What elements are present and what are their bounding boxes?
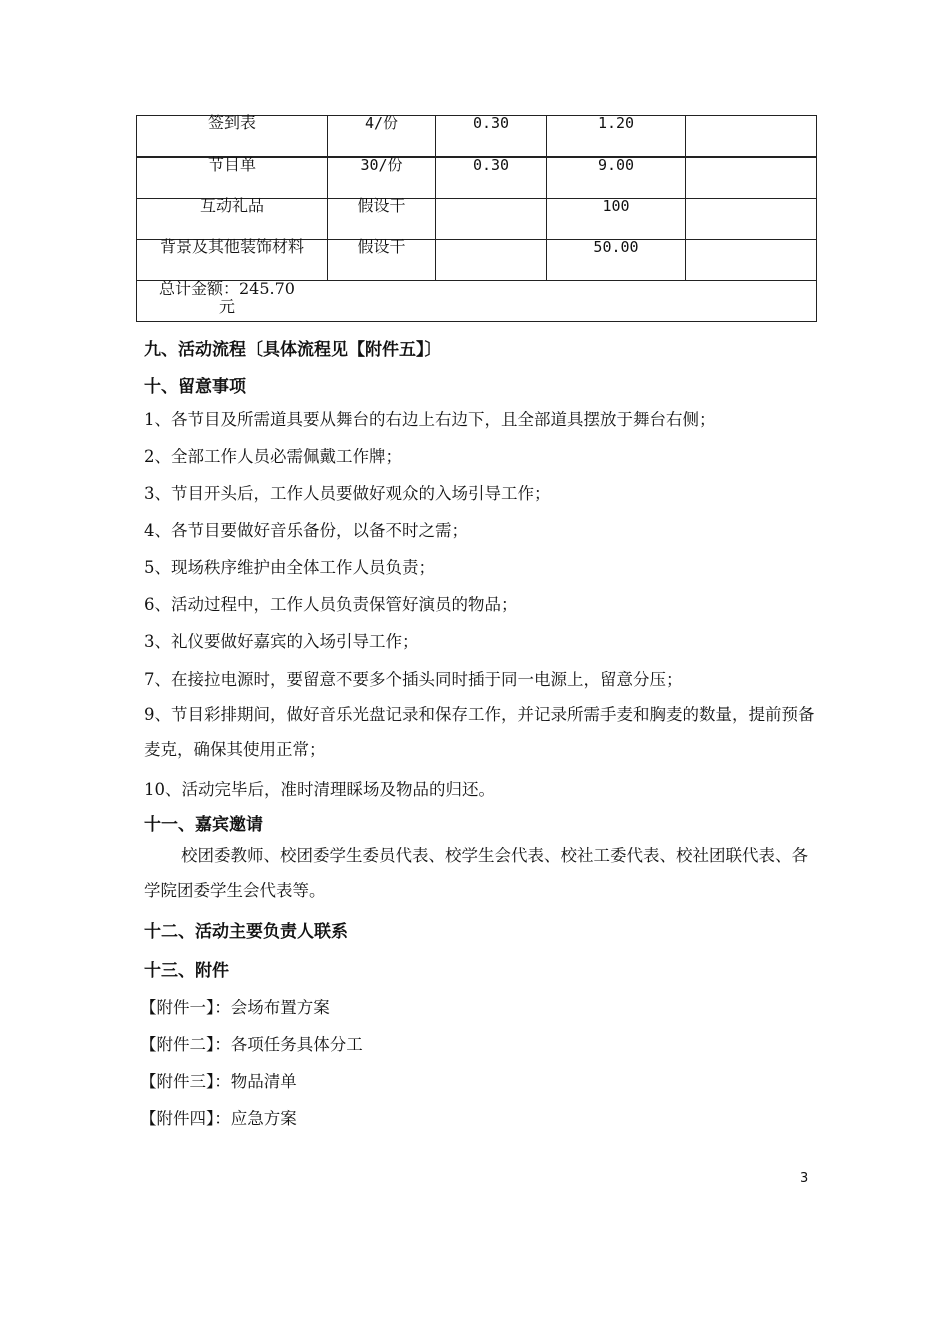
notice-item: 3、节目开头后，工作人员要做好观众的入场引导工作； xyxy=(144,484,551,503)
page-number: 3 xyxy=(800,1171,809,1186)
table-cell: 9.00 xyxy=(547,157,686,199)
table-cell: 100 xyxy=(547,199,686,240)
notice-item: 5、现场秩序维护由全体工作人员负责； xyxy=(144,558,435,577)
attachment-item: 【附件二】：各项任务具体分工 xyxy=(140,1035,363,1054)
section-10-heading: 十、留意事项 xyxy=(144,377,246,397)
table-total-row xyxy=(137,281,817,322)
table-cell: 签到表 xyxy=(137,116,328,158)
table-row xyxy=(137,199,817,240)
section-12-heading: 十二、活动主要负责人联系 xyxy=(144,922,348,942)
total-amount-cell xyxy=(137,281,817,322)
table-cell: 50.00 xyxy=(547,240,686,281)
attachment-item: 【附件一】：会场布置方案 xyxy=(140,998,330,1017)
notice-item: 2、全部工作人员必需佩戴工作牌； xyxy=(144,447,402,466)
attachment-item: 【附件四】：应急方案 xyxy=(140,1109,297,1128)
notice-item: 9、节目彩排期间，做好音乐光盘记录和保存工作，并记录所需手麦和胸麦的数量，提前预备麦克，确保其使用正常； xyxy=(144,705,815,759)
budget-table xyxy=(136,115,817,322)
table-cell: 4/份 xyxy=(328,116,436,158)
table-row xyxy=(137,116,817,158)
table-cell xyxy=(686,157,817,199)
table-cell: 背景及其他装饰材料 xyxy=(137,240,328,281)
table-cell xyxy=(436,240,547,281)
attachment-item: 【附件三】：物品清单 xyxy=(140,1072,297,1091)
table-cell: 互动礼品 xyxy=(137,199,328,240)
table-cell: 30/份 xyxy=(328,157,436,199)
notice-item: 1、各节目及所需道具要从舞台的右边上右边下，且全部道具摆放于舞台右侧； xyxy=(144,410,716,429)
table-cell: 节目单 xyxy=(137,157,328,199)
table-cell xyxy=(686,240,817,281)
guest-list-paragraph: 校团委教师、校团委学生委员代表、校学生会代表、校社工委代表、校社团联代表、各学院团委学生会代表等。 xyxy=(144,846,808,900)
table-cell: 0.30 xyxy=(436,116,547,158)
table-cell: 0.30 xyxy=(436,157,547,199)
table-cell xyxy=(686,116,817,158)
notice-item: 4、各节目要做好音乐备份，以备不时之需； xyxy=(144,521,468,540)
notice-item: 7、在接拉电源时，要留意不要多个插头同时插于同一电源上，留意分压； xyxy=(144,670,683,689)
notice-item: 10、活动完毕后，准时清理睬场及物品的归还。 xyxy=(144,780,495,799)
section-11-heading: 十一、嘉宾邀请 xyxy=(144,815,263,835)
table-cell: 假设干 xyxy=(328,240,436,281)
section-9-heading: 九、活动流程〔具体流程见【附件五】〕 xyxy=(144,340,442,360)
table-cell xyxy=(686,199,817,240)
notice-item: 6、活动过程中，工作人员负责保管好演员的物品； xyxy=(144,595,518,614)
table-cell xyxy=(436,199,547,240)
table-cell: 假设干 xyxy=(328,199,436,240)
total-amount-line1: 总计金额：245.70 xyxy=(159,279,295,298)
table-cell: 1.20 xyxy=(547,116,686,158)
total-amount-line2: 元 xyxy=(218,297,235,316)
table-row xyxy=(137,157,817,199)
table-row xyxy=(137,240,817,281)
section-13-heading: 十三、附件 xyxy=(144,961,229,981)
notice-item: 3、礼仪要做好嘉宾的入场引导工作； xyxy=(144,632,419,651)
